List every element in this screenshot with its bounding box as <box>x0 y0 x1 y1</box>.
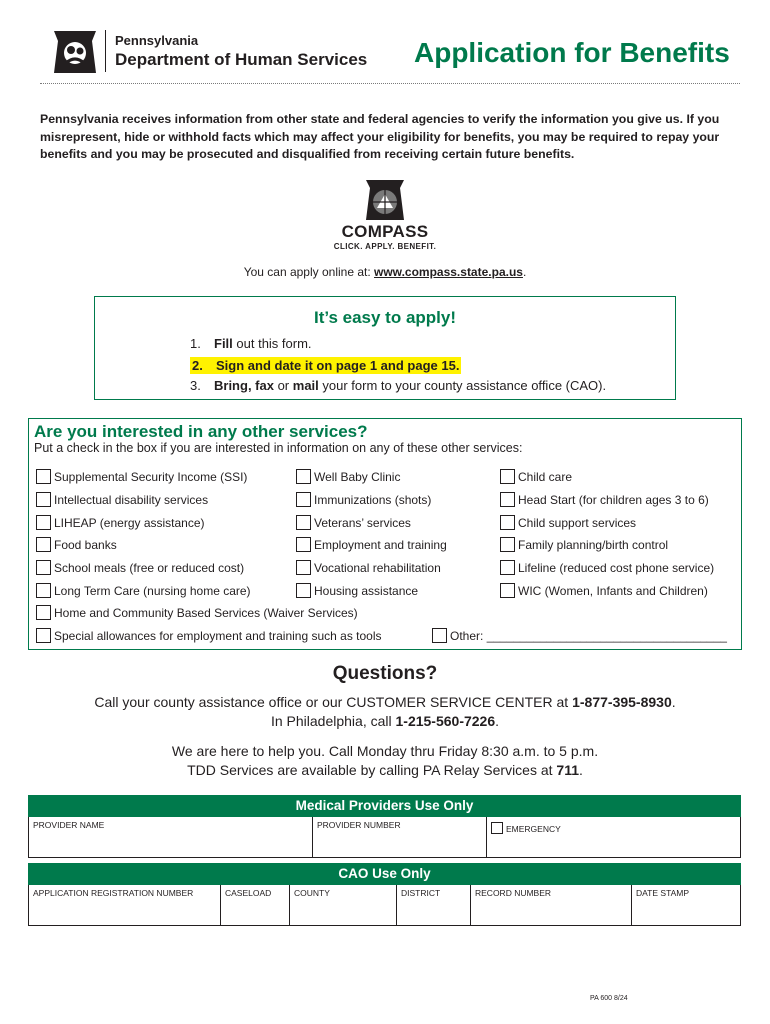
service-checkbox[interactable] <box>36 469 51 484</box>
emergency-label: EMERGENCY <box>506 824 561 834</box>
step-3 <box>190 378 606 393</box>
header-rule <box>40 83 740 84</box>
philly-text: In Philadelphia, call <box>270 713 396 729</box>
service-checkbox[interactable] <box>36 537 51 552</box>
service-checkbox[interactable] <box>36 628 51 643</box>
service-checkbox[interactable] <box>296 515 311 530</box>
service-label: Long Term Care (nursing home care) <box>54 584 251 598</box>
service-checkbox[interactable] <box>296 537 311 552</box>
service-label: Head Start (for children ages 3 to 6) <box>518 493 709 507</box>
provider-number-label: PROVIDER NUMBER <box>317 820 401 830</box>
tdd-number: 711 <box>556 762 580 778</box>
service-checkbox[interactable] <box>500 515 515 530</box>
step-text: out this form. <box>232 336 312 351</box>
service-checkbox[interactable] <box>500 537 515 552</box>
easy-to-apply-box <box>94 296 676 400</box>
service-label: School meals (free or reduced cost) <box>54 561 245 575</box>
other-line: ____________________________________ <box>486 629 727 643</box>
service-checkbox[interactable] <box>500 469 515 484</box>
questions-philly-line <box>0 713 770 729</box>
compass-name: COMPASS <box>341 222 429 241</box>
service-label: Food banks <box>54 538 117 552</box>
page-title: Application for Benefits <box>414 37 730 68</box>
service-label: Housing assistance <box>314 584 419 598</box>
tdd-suffix: . <box>579 762 583 778</box>
service-checkbox[interactable] <box>36 605 51 620</box>
step-text: or <box>273 378 293 393</box>
step-text: your form to your county assistance office (CAO). <box>318 378 607 393</box>
service-checkbox[interactable] <box>296 560 311 575</box>
service-checkbox[interactable] <box>296 492 311 507</box>
emergency-checkbox[interactable] <box>491 822 503 834</box>
service-checkbox[interactable] <box>36 492 51 507</box>
service-label: Lifeline (reduced cost phone service) <box>518 561 715 575</box>
philly-suffix: . <box>495 713 500 729</box>
step-1 <box>190 336 312 351</box>
step-bold: mail <box>292 378 319 393</box>
step-bold: Bring, fax <box>214 378 274 393</box>
service-checkbox[interactable] <box>36 515 51 530</box>
questions-hours-line: We are here to help you. Call Monday thru Friday 8:30 a.m. to 5 p.m. <box>171 743 599 759</box>
provider-name-cell[interactable] <box>28 817 313 858</box>
compass-url-link[interactable]: www.compass.state.pa.us <box>374 265 523 279</box>
intro-paragraph: Pennsylvania receives information from other state and federal agencies to verify the information you give us. If you misrepresent, hide or withhold facts which may affect your eligibility for benefits, you may be required to repay your benefits and you may be prosecuted and disqualified from receiving certain future benefits. <box>40 112 720 161</box>
call-text: Call your county assistance office or our CUSTOMER SERVICE CENTER at <box>94 694 573 710</box>
customer-service-phone: 1-877-395-8930 <box>572 694 672 710</box>
service-label: Intellectual disability services <box>54 493 209 507</box>
service-label: WIC (Women, Infants and Children) <box>518 584 708 598</box>
provider-name-label: PROVIDER NAME <box>33 820 105 830</box>
service-label: Home and Community Based Services (Waiver Services) <box>54 606 358 620</box>
service-label: Supplemental Security Income (SSI) <box>54 470 248 484</box>
step-number: 2. <box>190 357 214 374</box>
pa-keystone-logo <box>50 27 100 77</box>
call-suffix: . <box>671 694 676 710</box>
cao-field-cell[interactable] <box>470 885 632 926</box>
questions-tdd-line <box>0 762 770 778</box>
easy-to-apply-title: It’s easy to apply! <box>313 308 457 327</box>
state-name: Pennsylvania <box>115 33 199 48</box>
department-name: Department of Human Services <box>115 50 368 69</box>
service-label: Immunizations (shots) <box>314 493 432 507</box>
cao-field-cell[interactable] <box>631 885 741 926</box>
tdd-text: TDD Services are available by calling PA Relay Services at <box>187 762 557 778</box>
cao-field-cell[interactable] <box>220 885 290 926</box>
cao-header: CAO Use Only <box>28 863 741 885</box>
cao-field-label: COUNTY <box>294 888 330 898</box>
header-divider <box>105 30 106 72</box>
service-label: Child care <box>518 470 573 484</box>
apply-online-prefix: You can apply online at: <box>243 265 375 279</box>
cao-field-label: CASELOAD <box>225 888 272 898</box>
cao-field-cell[interactable] <box>396 885 471 926</box>
compass-logo-icon <box>364 178 406 222</box>
cao-field-label: RECORD NUMBER <box>475 888 552 898</box>
step-number: 1. <box>190 336 201 351</box>
services-title: Are you interested in any other services? <box>34 422 368 441</box>
cao-field-cell[interactable] <box>28 885 221 926</box>
service-label: Well Baby Clinic <box>314 470 401 484</box>
services-subtitle: Put a check in the box if you are interested in information on any of these other services: <box>34 441 523 455</box>
medical-providers-header: Medical Providers Use Only <box>28 795 741 817</box>
service-label: Child support services <box>518 516 637 530</box>
service-label: Family planning/birth control <box>518 538 669 552</box>
other-checkbox[interactable] <box>432 628 447 643</box>
service-label: Special allowances for employment and training such as tools <box>54 629 382 643</box>
step-2 <box>190 357 461 374</box>
questions-call-line <box>0 694 770 710</box>
service-checkbox[interactable] <box>296 469 311 484</box>
provider-number-cell[interactable] <box>312 817 487 858</box>
service-checkbox[interactable] <box>36 560 51 575</box>
step-highlighted-text: Sign and date it on page 1 and page 15. <box>216 358 460 373</box>
service-label: Employment and training <box>314 538 447 552</box>
service-checkbox[interactable] <box>36 583 51 598</box>
cao-field-label: DATE STAMP <box>636 888 690 898</box>
service-checkbox[interactable] <box>500 583 515 598</box>
service-label: Vocational rehabilitation <box>314 561 441 575</box>
cao-field-cell[interactable] <box>289 885 397 926</box>
other-label: Other: <box>450 629 487 643</box>
step-number: 3. <box>190 378 201 393</box>
questions-title: Questions? <box>332 663 438 684</box>
service-label: Veterans’ services <box>314 516 411 530</box>
other-services-box <box>28 418 742 650</box>
form-number: PA 600 8/24 <box>590 995 628 1002</box>
compass-tagline: CLICK. APPLY. BENEFIT. <box>333 242 437 251</box>
other-field[interactable] <box>450 629 727 643</box>
cao-field-label: DISTRICT <box>401 888 441 898</box>
service-label: LIHEAP (energy assistance) <box>54 516 205 530</box>
apply-online-suffix: . <box>522 265 527 279</box>
service-checkbox[interactable] <box>500 560 515 575</box>
step-bold: Fill <box>214 336 233 351</box>
service-checkbox[interactable] <box>296 583 311 598</box>
philadelphia-phone: 1-215-560-7226 <box>395 713 496 729</box>
apply-online-text <box>0 265 770 279</box>
cao-field-label: APPLICATION REGISTRATION NUMBER <box>33 888 194 898</box>
service-checkbox[interactable] <box>500 492 515 507</box>
emergency-cell <box>486 817 741 858</box>
